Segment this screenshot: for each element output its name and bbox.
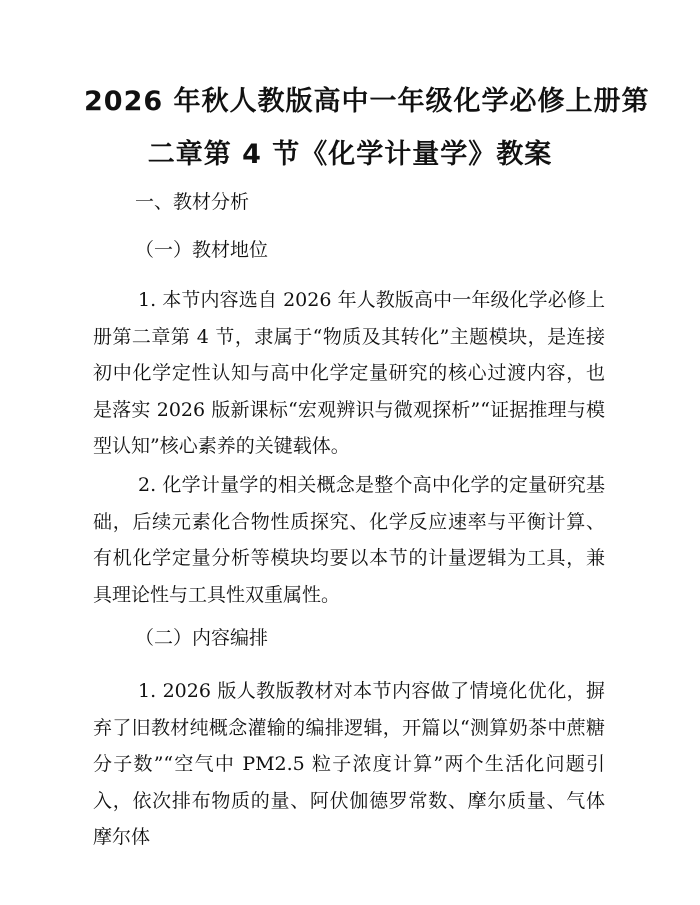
section-heading-textbook-analysis: 一、教材分析 [135, 191, 250, 213]
subsection-heading-content-arrangement: （二）内容编排 [135, 627, 269, 649]
document-title-line-1: 2026 年秋人教版高中一年级化学必修上册第 [84, 86, 650, 117]
paragraph-2: 2. 化学计量学的相关概念是整个高中化学的定量研究基础，后续元素化合物性质探究、化学反应速率与平衡计算、有机化学定量分析等模块均要以本节的计量逻辑为工具，兼具理论性与工具性双重属性。 [93, 474, 605, 606]
document-title-line-2: 二章第 4 节《化学计量学》教案 [147, 139, 553, 170]
paragraph-3: 1. 2026 版人教版教材对本节内容做了情境化优化，摒弃了旧教材纯概念灌输的编排逻辑，开篇以“测算奶茶中蔗糖分子数”“空气中 PM2.5 粒子浓度计算”两个生活化问题引入，依次排布物质的量、阿伏伽德罗常数、摩尔质量、气体摩尔体 [93, 680, 605, 849]
paragraph-1: 1. 本节内容选自 2026 年人教版高中一年级化学必修上册第二章第 4 节，隶属于“物质及其转化”主题模块，是连接初中化学定性认知与高中化学定量研究的核心过渡内容，也是落实 2026 版新课标“宏观辨识与微观探析”“证据推理与模型认知”核心素养的关键载体。 [93, 289, 605, 458]
subsection-heading-textbook-position: （一）教材地位 [135, 239, 269, 261]
